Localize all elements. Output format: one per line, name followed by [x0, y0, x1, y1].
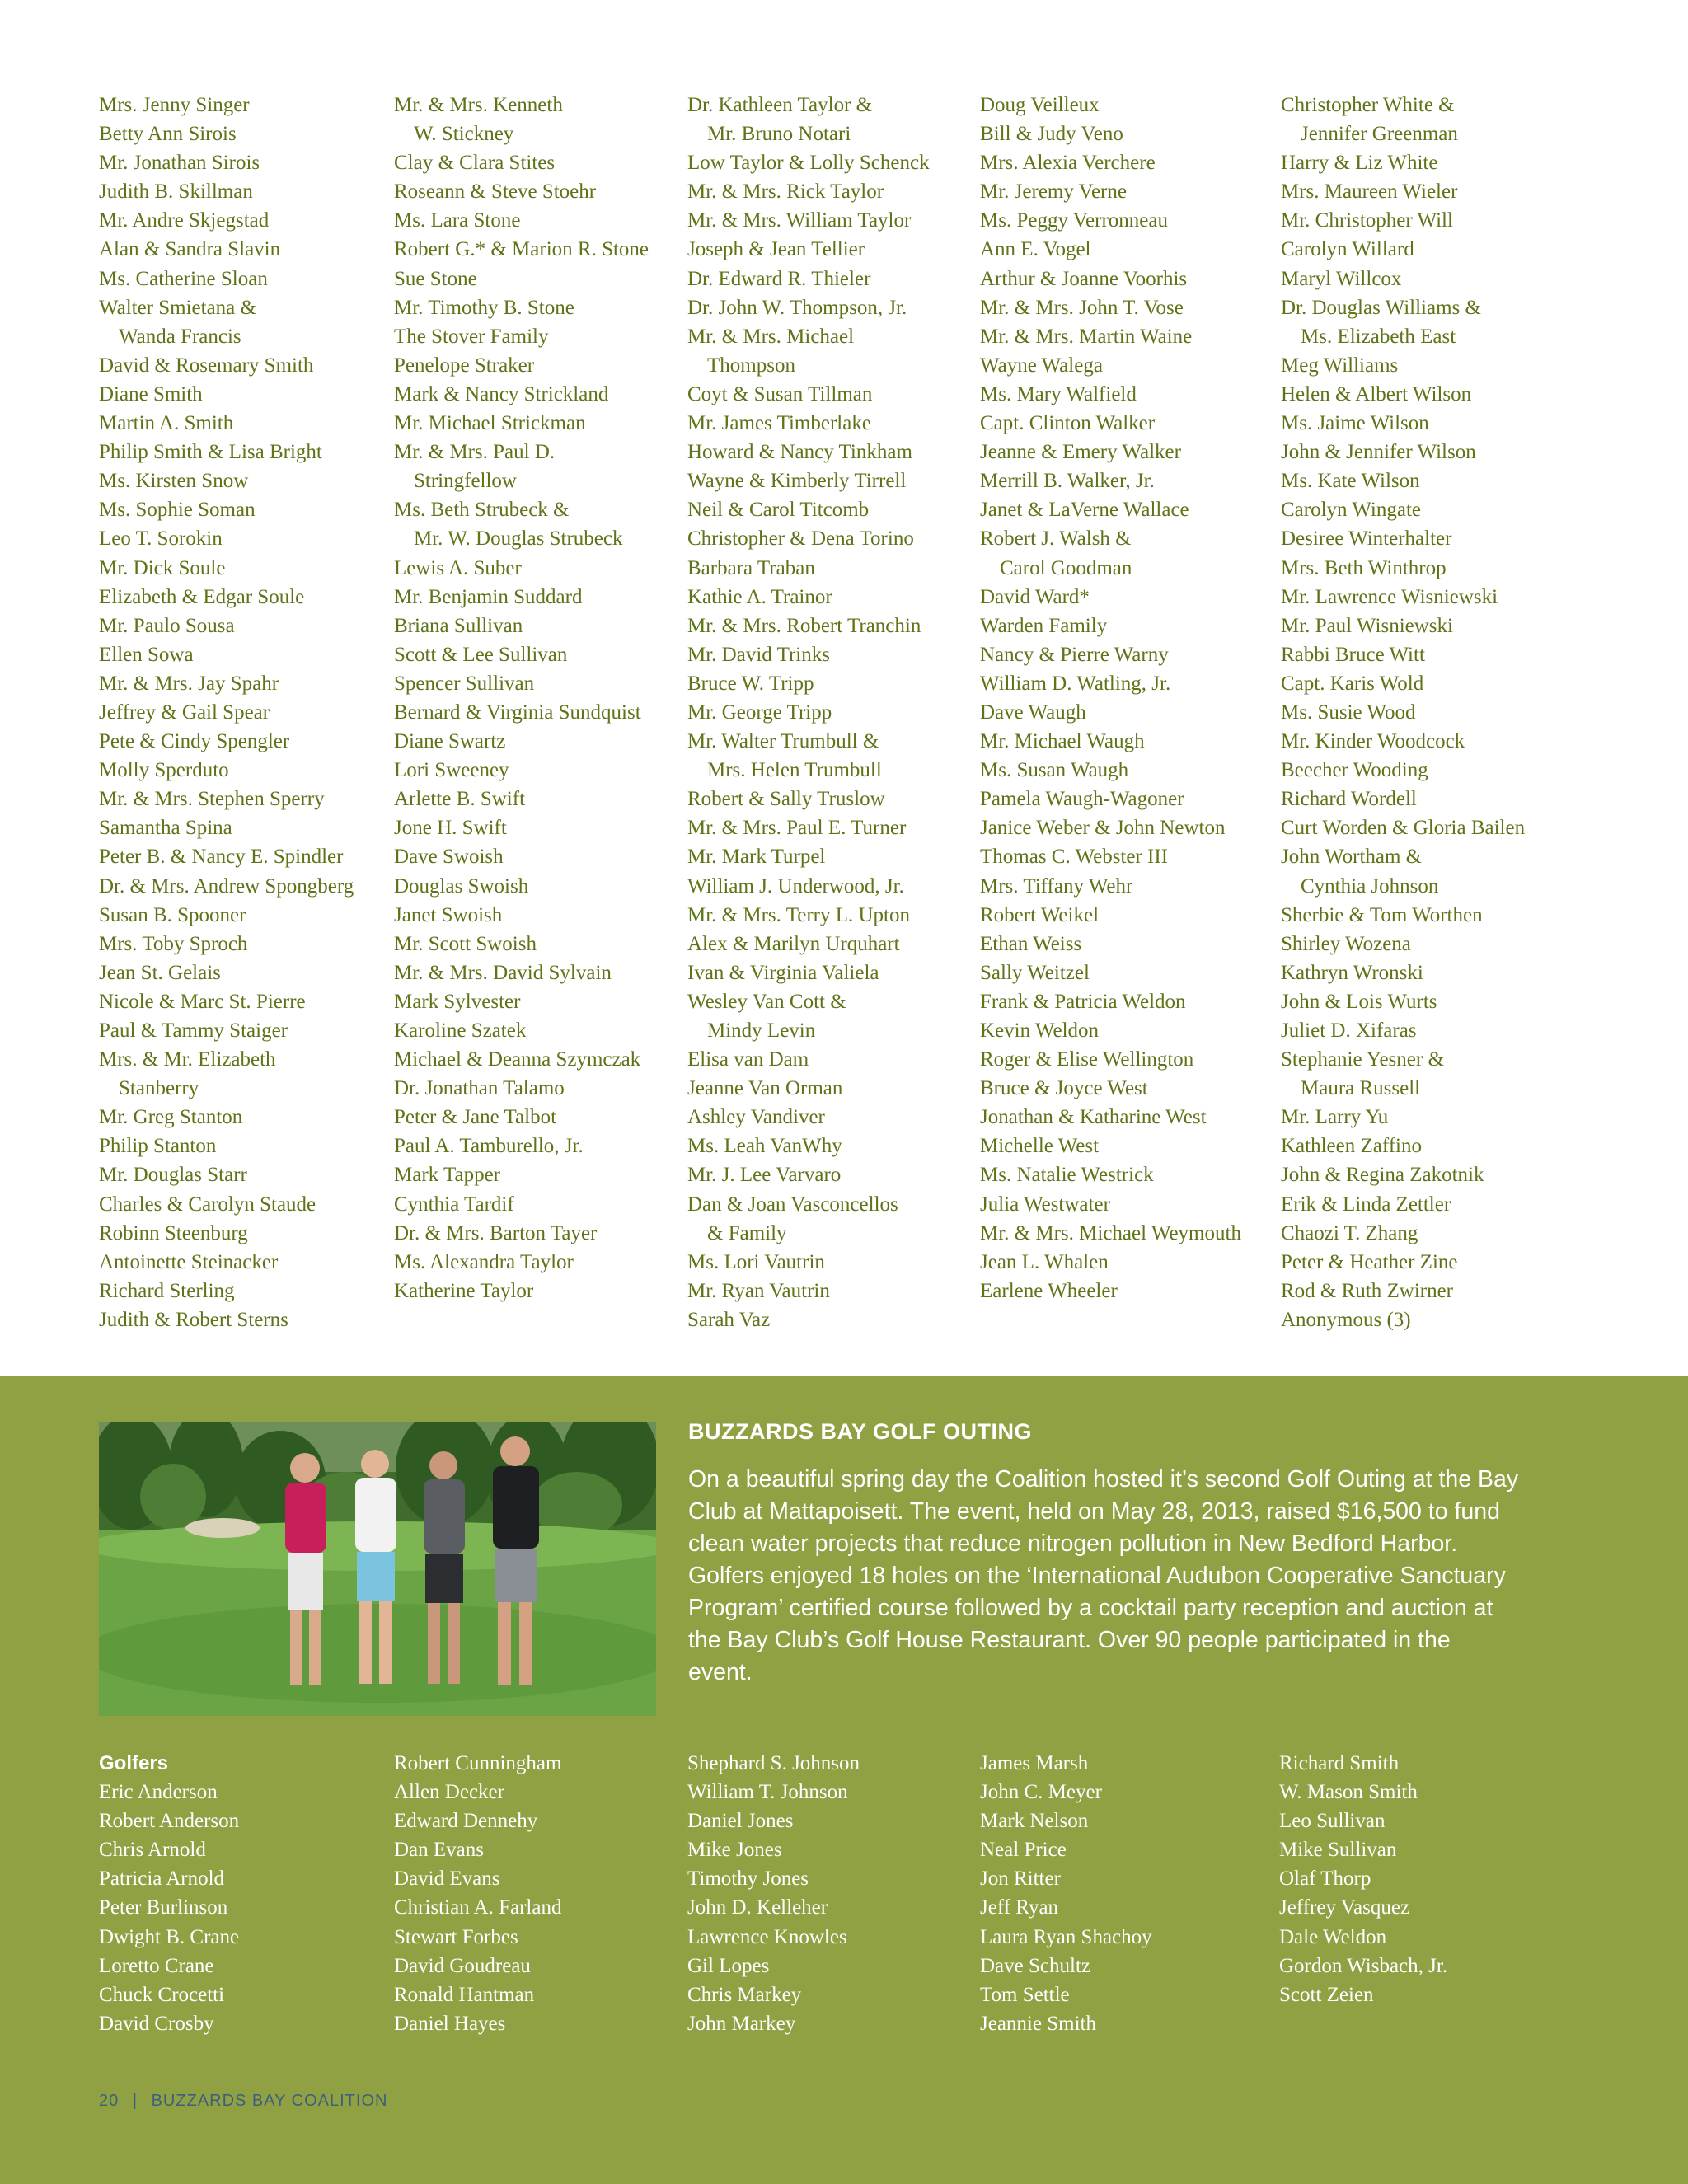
donor-name: Ann E. Vogel — [980, 238, 1091, 261]
donor-name: Carolyn Wingate — [1281, 499, 1422, 522]
donor-name: Mr. Ryan Vautrin — [687, 1279, 830, 1302]
donor-name: Mr. Paulo Sousa — [99, 614, 235, 637]
page-number: 20 — [99, 2092, 120, 2110]
donor-name: David Ward* — [980, 585, 1090, 608]
donor-name: Ms. Beth Strubeck & — [394, 499, 570, 522]
golfer-name: Eric Anderson — [99, 1781, 218, 1804]
donor-name: Charles & Carolyn Staude — [99, 1193, 316, 1216]
donor-name: Jeanne Van Orman — [687, 1077, 843, 1100]
golfers-column-5 — [1279, 1749, 1447, 2009]
donor-name: Mr. Lawrence Wisniewski — [1281, 585, 1498, 608]
donor-name-continued: Mr. W. Douglas Strubeck — [414, 527, 623, 551]
donor-name-continued: Mr. Bruno Notari — [707, 123, 851, 146]
donor-name: Ethan Weiss — [980, 932, 1082, 955]
donor-name-continued: & Family — [707, 1221, 787, 1244]
donor-name: Philip Stanton — [99, 1135, 217, 1158]
donor-name-continued: Mindy Levin — [707, 1019, 816, 1042]
golfers-column-2 — [394, 1749, 561, 2038]
donor-list — [0, 91, 1688, 1343]
donor-name: Jean St. Gelais — [99, 961, 221, 984]
golfer-name: Dan Evans — [394, 1839, 484, 1862]
donor-name: Elizabeth & Edgar Soule — [99, 585, 305, 608]
donor-name: Kathie A. Trainor — [687, 585, 832, 608]
donor-name: Antoinette Steinacker — [99, 1250, 279, 1273]
donor-name-continued: Carol Goodman — [1000, 556, 1132, 579]
donor-name: Howard & Nancy Tinkham — [687, 441, 912, 464]
donor-name: Dave Swoish — [394, 846, 504, 869]
donor-name-continued: Ms. Elizabeth East — [1301, 325, 1456, 348]
golfer-name: Stewart Forbes — [394, 1925, 518, 1948]
donor-name: Stephanie Yesner & — [1281, 1048, 1444, 1071]
donor-name: Mr. Benjamin Suddard — [394, 585, 583, 608]
donor-name: Jone H. Swift — [394, 817, 507, 840]
donor-column-4 — [980, 91, 1241, 1305]
donor-name: Mr. Timothy B. Stone — [394, 296, 574, 319]
donor-name: Scott & Lee Sullivan — [394, 643, 568, 666]
donor-column-2 — [394, 91, 649, 1305]
donor-name: Clay & Clara Stites — [394, 152, 556, 175]
donor-name: Christopher White & — [1281, 94, 1455, 116]
donor-name: Mr. & Mrs. John T. Vose — [980, 296, 1184, 319]
golfer-name: Gordon Wisbach, Jr. — [1279, 1954, 1448, 1977]
donor-name: Mrs. Tiffany Wehr — [980, 874, 1133, 898]
donor-name: Mr. & Mrs. Terry L. Upton — [687, 903, 910, 926]
donor-name: Kathryn Wronski — [1281, 961, 1423, 984]
donor-name: Bruce W. Tripp — [687, 672, 814, 695]
donor-name: Peter & Jane Talbot — [394, 1106, 557, 1129]
donor-name: Mr. David Trinks — [687, 643, 830, 666]
golfer-name: Mark Nelson — [980, 1810, 1089, 1833]
donor-name: Leo T. Sorokin — [99, 527, 223, 551]
donor-name: Janet & LaVerne Wallace — [980, 499, 1189, 522]
donor-name: Katherine Taylor — [394, 1279, 534, 1302]
donor-name-continued: W. Stickney — [414, 123, 514, 146]
donor-name: Sarah Vaz — [687, 1308, 771, 1331]
donor-name: Sue Stone — [394, 267, 477, 290]
donor-name: Dr. Edward R. Thieler — [687, 267, 871, 290]
donor-name: Diane Smith — [99, 382, 203, 405]
donor-name: Ms. Natalie Westrick — [980, 1164, 1154, 1187]
donor-name: Alan & Sandra Slavin — [99, 238, 281, 261]
donor-name: Mark Sylvester — [394, 990, 521, 1013]
donor-name: Richard Wordell — [1281, 788, 1417, 811]
golfer-name: W. Mason Smith — [1279, 1781, 1418, 1804]
donor-name: Mr. & Mrs. Paul E. Turner — [687, 817, 907, 840]
donor-name: Peter & Heather Zine — [1281, 1250, 1458, 1273]
donor-name: Dr. & Mrs. Barton Tayer — [394, 1221, 598, 1244]
donor-name: Beecher Wooding — [1281, 759, 1428, 782]
donor-name: John Wortham & — [1281, 846, 1423, 869]
donor-name: Capt. Karis Wold — [1281, 672, 1424, 695]
golfer-name: Jon Ritter — [980, 1868, 1061, 1891]
donor-name: Mr. & Mrs. Jay Spahr — [99, 672, 279, 695]
golfer-name: Dale Weldon — [1279, 1925, 1387, 1948]
golf-outing-body: On a beautiful spring day the Coalition hosted it’s second Golf Outing at the Bay Club at Mattapoisett. The event, held on May 28, 2013, raised $16,500 to fund clean water projects that reduce nitrogen pollution in New Bedford Harbor. Golfers enjoyed 18 holes on the ‘International Audubon Cooperative Sanctuary Program’ certified course followed by a cocktail party reception and auction at the Bay Club’s Golf House Restaurant. Over 90 people participated in the event. — [688, 1466, 1519, 1685]
golfer-name: Laura Ryan Shachoy — [980, 1925, 1152, 1948]
donor-name: Ms. Lori Vautrin — [687, 1250, 825, 1273]
donor-name: Mr. Greg Stanton — [99, 1106, 243, 1129]
donor-name: Mr. Walter Trumbull & — [687, 730, 879, 753]
donor-name: Penelope Straker — [394, 354, 535, 377]
golfer-name: Daniel Hayes — [394, 2012, 506, 2035]
donor-name: Mr. Jeremy Verne — [980, 180, 1127, 204]
donor-name: Curt Worden & Gloria Bailen — [1281, 817, 1526, 840]
donor-name: Mr. James Timberlake — [687, 412, 871, 435]
golfer-name: Chris Arnold — [99, 1839, 206, 1862]
donor-name: Mr. & Mrs. Michael — [687, 325, 855, 348]
donor-name: Rod & Ruth Zwirner — [1281, 1279, 1454, 1302]
donor-name-continued: Mrs. Helen Trumbull — [707, 759, 882, 782]
donor-name: Low Taylor & Lolly Schenck — [687, 152, 930, 175]
golfer-name: Chris Markey — [687, 1983, 802, 2006]
donor-name: William J. Underwood, Jr. — [687, 874, 904, 898]
donor-name: Ivan & Virginia Valiela — [687, 961, 879, 984]
donor-name: Dan & Joan Vasconcellos — [687, 1193, 898, 1216]
golfer-name: Ronald Hantman — [394, 1983, 535, 2006]
donor-name: Robert Weikel — [980, 903, 1100, 926]
donor-name: Martin A. Smith — [99, 412, 234, 435]
golfer-name: Peter Burlinson — [99, 1896, 228, 1919]
donor-name: Robert G.* & Marion R. Stone — [394, 238, 649, 261]
donor-name: Philip Smith & Lisa Bright — [99, 441, 322, 464]
donor-name: Sherbie & Tom Worthen — [1281, 903, 1483, 926]
golfer-name: Dave Schultz — [980, 1954, 1090, 1977]
donor-name: Molly Sperduto — [99, 759, 229, 782]
donor-name-continued: Maura Russell — [1301, 1077, 1421, 1100]
donor-name: Jeffrey & Gail Spear — [99, 701, 270, 724]
donor-name: William D. Watling, Jr. — [980, 672, 1171, 695]
donor-name: Ms. Leah VanWhy — [687, 1135, 842, 1158]
donor-name: Peter B. & Nancy E. Spindler — [99, 846, 344, 869]
donor-name: Pamela Waugh-Wagoner — [980, 788, 1184, 811]
donor-name: Mr. Mark Turpel — [687, 846, 826, 869]
golfers-list — [0, 1749, 1688, 2062]
donor-name: Ms. Alexandra Taylor — [394, 1250, 574, 1273]
donor-name: Ms. Susie Wood — [1281, 701, 1416, 724]
golfer-name: Shephard S. Johnson — [687, 1752, 860, 1774]
donor-name: Bruce & Joyce West — [980, 1077, 1148, 1100]
donor-name: Mr. Michael Strickman — [394, 412, 586, 435]
donor-name: Alex & Marilyn Urquhart — [687, 932, 900, 955]
donor-name-continued: Wanda Francis — [119, 325, 241, 348]
donor-name: Ellen Sowa — [99, 643, 194, 666]
donor-name: Mr. & Mrs. Michael Weymouth — [980, 1221, 1241, 1244]
donor-name: Dave Waugh — [980, 701, 1086, 724]
donor-name: Dr. Kathleen Taylor & — [687, 94, 873, 116]
golfer-name: Chuck Crocetti — [99, 1983, 225, 2006]
donor-name: John & Regina Zakotnik — [1281, 1164, 1484, 1187]
donor-name: Michelle West — [980, 1135, 1100, 1158]
donor-name: Mrs. & Mr. Elizabeth — [99, 1048, 276, 1071]
golfer-name: Jeffrey Vasquez — [1279, 1896, 1410, 1919]
donor-name: Juliet D. Xifaras — [1281, 1019, 1417, 1042]
donor-name: Mr. & Mrs. David Sylvain — [394, 961, 612, 984]
donor-name: Ms. Jaime Wilson — [1281, 412, 1429, 435]
golf-outing-article — [688, 1418, 1595, 1689]
donor-name: Rabbi Bruce Witt — [1281, 643, 1425, 666]
donor-name: Ms. Sophie Soman — [99, 499, 256, 522]
donor-name: Mrs. Alexia Verchere — [980, 152, 1156, 175]
donor-name: Warden Family — [980, 614, 1108, 637]
donor-name: Susan B. Spooner — [99, 903, 246, 926]
donor-name: Cynthia Tardif — [394, 1193, 514, 1216]
golfer-name: Leo Sullivan — [1279, 1810, 1386, 1833]
donor-name: The Stover Family — [394, 325, 549, 348]
donor-name: Barbara Traban — [687, 556, 815, 579]
donor-name: Douglas Swoish — [394, 874, 529, 898]
golfer-name: David Evans — [394, 1868, 500, 1891]
donor-name: Harry & Liz White — [1281, 152, 1438, 175]
donor-column-3 — [687, 91, 930, 1334]
donor-name: Ashley Vandiver — [687, 1106, 825, 1129]
donor-name: Ms. Susan Waugh — [980, 759, 1129, 782]
donor-column-5 — [1281, 91, 1525, 1334]
donor-name: Ms. Mary Walfield — [980, 382, 1137, 405]
golfer-name: Robert Cunningham — [394, 1752, 562, 1774]
donor-name: Walter Smietana & — [99, 296, 256, 319]
golfer-name: Richard Smith — [1279, 1752, 1400, 1774]
golfer-name: Gil Lopes — [687, 1954, 770, 1977]
donor-name-continued: Thompson — [707, 354, 795, 377]
donor-name: Sally Weitzel — [980, 961, 1090, 984]
donor-name: Meg Williams — [1281, 354, 1399, 377]
donor-name-continued: Stanberry — [119, 1077, 199, 1100]
donor-name: Mrs. Toby Sproch — [99, 932, 248, 955]
donor-name: Karoline Szatek — [394, 1019, 527, 1042]
golfer-name: Christian A. Farland — [394, 1896, 562, 1919]
donor-name: Dr. Jonathan Talamo — [394, 1077, 565, 1100]
donor-name: Lori Sweeney — [394, 759, 509, 782]
donor-name: Mr. & Mrs. Rick Taylor — [687, 180, 884, 204]
donor-name: Robert J. Walsh & — [980, 527, 1132, 551]
donor-name: Spencer Sullivan — [394, 672, 535, 695]
golfers-column-4 — [980, 1749, 1152, 2038]
donor-name: Ms. Lara Stone — [394, 209, 521, 232]
donor-name: Kevin Weldon — [980, 1019, 1100, 1042]
donor-name: Robert & Sally Truslow — [687, 788, 885, 811]
donor-name: Thomas C. Webster III — [980, 846, 1169, 869]
donor-name: Mr. & Mrs. Kenneth — [394, 94, 563, 116]
donor-name: Mr. Christopher Will — [1281, 209, 1453, 232]
donor-name: Dr. John W. Thompson, Jr. — [687, 296, 907, 319]
donor-name: Coyt & Susan Tillman — [687, 382, 873, 405]
donor-name: Maryl Willcox — [1281, 267, 1402, 290]
donor-name: Mr. Dick Soule — [99, 556, 226, 579]
donor-name: Briana Sullivan — [394, 614, 523, 637]
donor-name: Diane Swartz — [394, 730, 506, 753]
donor-name: Julia Westwater — [980, 1193, 1110, 1216]
donor-name: Wayne & Kimberly Tirrell — [687, 470, 907, 493]
donor-name: Joseph & Jean Tellier — [687, 238, 865, 261]
golfer-name: James Marsh — [980, 1752, 1089, 1774]
golf-outing-section — [0, 1376, 1688, 2184]
donor-name: Carolyn Willard — [1281, 238, 1414, 261]
donor-name: Ms. Catherine Sloan — [99, 267, 268, 290]
donor-name: Bill & Judy Veno — [980, 123, 1123, 146]
donor-name: Erik & Linda Zettler — [1281, 1193, 1451, 1216]
donor-name: Mrs. Maureen Wieler — [1281, 180, 1458, 204]
donor-name: Betty Ann Sirois — [99, 123, 237, 146]
donor-name: Mr. & Mrs. Robert Tranchin — [687, 614, 921, 637]
donor-name: Ms. Kirsten Snow — [99, 470, 249, 493]
donor-name: Mr. & Mrs. Martin Waine — [980, 325, 1193, 348]
donor-name: Arthur & Joanne Voorhis — [980, 267, 1188, 290]
donor-name: John & Lois Wurts — [1281, 990, 1437, 1013]
donor-name: David & Rosemary Smith — [99, 354, 314, 377]
footer-separator: | — [132, 2092, 138, 2110]
donor-name: Ms. Kate Wilson — [1281, 470, 1420, 493]
donor-name: Michael & Deanna Szymczak — [394, 1048, 641, 1071]
donor-name: Neil & Carol Titcomb — [687, 499, 870, 522]
donor-name: Mr. Jonathan Sirois — [99, 152, 260, 175]
donor-name: Dr. & Mrs. Andrew Spongberg — [99, 874, 354, 898]
donor-name: Richard Sterling — [99, 1279, 235, 1302]
golfer-name: John D. Kelleher — [687, 1896, 828, 1919]
donor-name: Jean L. Whalen — [980, 1250, 1109, 1273]
golfer-name: Timothy Jones — [687, 1868, 809, 1891]
donor-name: Paul & Tammy Staiger — [99, 1019, 288, 1042]
donor-name: John & Jennifer Wilson — [1281, 441, 1476, 464]
donor-name: Arlette B. Swift — [394, 788, 526, 811]
golfer-name: Tom Settle — [980, 1983, 1070, 2006]
donor-name: Nancy & Pierre Warny — [980, 643, 1169, 666]
donor-name: Jeanne & Emery Walker — [980, 441, 1181, 464]
donor-name: Mr. J. Lee Varvaro — [687, 1164, 842, 1187]
donor-name: Earlene Wheeler — [980, 1279, 1118, 1302]
donor-name: Mr. Scott Swoish — [394, 932, 537, 955]
donor-name: Samantha Spina — [99, 817, 232, 840]
publication-name: BUZZARDS BAY COALITION — [151, 2092, 388, 2110]
golfer-name: David Goudreau — [394, 1954, 531, 1977]
donor-column-1 — [99, 91, 354, 1334]
donor-name: Roger & Elise Wellington — [980, 1048, 1194, 1071]
golfer-name: Lawrence Knowles — [687, 1925, 847, 1948]
donor-name: Shirley Wozena — [1281, 932, 1411, 955]
donor-name: Capt. Clinton Walker — [980, 412, 1156, 435]
donor-name: Frank & Patricia Weldon — [980, 990, 1186, 1013]
donor-name: Mark Tapper — [394, 1164, 500, 1187]
donor-name: Mrs. Jenny Singer — [99, 94, 250, 116]
donor-name: Mr. Douglas Starr — [99, 1164, 247, 1187]
golfer-name: Loretto Crane — [99, 1954, 214, 1977]
golfer-name: John Markey — [687, 2012, 796, 2035]
donor-name: Helen & Albert Wilson — [1281, 382, 1472, 405]
donor-name: Bernard & Virginia Sundquist — [394, 701, 641, 724]
donor-name-continued: Cynthia Johnson — [1301, 874, 1439, 898]
golfer-name: Neal Price — [980, 1839, 1067, 1862]
donor-name-continued: Stringfellow — [414, 470, 517, 493]
donor-name: Mr. & Mrs. William Taylor — [687, 209, 912, 232]
golfer-name: Edward Dennehy — [394, 1810, 538, 1833]
golfer-name: John C. Meyer — [980, 1781, 1102, 1804]
donor-name: Mark & Nancy Strickland — [394, 382, 609, 405]
golfer-name: Mike Jones — [687, 1839, 782, 1862]
donor-name: Desiree Winterhalter — [1281, 527, 1452, 551]
donor-name: Wesley Van Cott & — [687, 990, 846, 1013]
donor-name: Mr. George Tripp — [687, 701, 832, 724]
donor-name: Nicole & Marc St. Pierre — [99, 990, 306, 1013]
donor-name: Mr. Larry Yu — [1281, 1106, 1389, 1129]
donor-name: Kathleen Zaffino — [1281, 1135, 1422, 1158]
donor-name: Mr. & Mrs. Paul D. — [394, 441, 556, 464]
donor-name: Dr. Douglas Williams & — [1281, 296, 1481, 319]
donor-name: Judith & Robert Sterns — [99, 1308, 288, 1331]
golfers-photo — [99, 1422, 656, 1716]
donor-name: Judith B. Skillman — [99, 180, 253, 204]
donor-name: Merrill B. Walker, Jr. — [980, 470, 1155, 493]
golfer-name: Dwight B. Crane — [99, 1925, 240, 1948]
donor-name: Elisa van Dam — [687, 1048, 809, 1071]
donor-name: Janice Weber & John Newton — [980, 817, 1226, 840]
donor-name: Robinn Steenburg — [99, 1221, 248, 1244]
golfer-name: Robert Anderson — [99, 1810, 240, 1833]
page-footer — [99, 2092, 387, 2111]
golfer-name: Mike Sullivan — [1279, 1839, 1397, 1862]
donor-name: Pete & Cindy Spengler — [99, 730, 290, 753]
donor-name: Mr. Paul Wisniewski — [1281, 614, 1453, 637]
golfer-name: Allen Decker — [394, 1781, 504, 1804]
golfer-name: Scott Zeien — [1279, 1983, 1374, 2006]
golfers-column-3 — [687, 1749, 860, 2038]
golfer-name: William T. Johnson — [687, 1781, 848, 1804]
golfer-name: Jeannie Smith — [980, 2012, 1096, 2035]
golfer-name: Olaf Thorp — [1279, 1868, 1372, 1891]
donor-name: Mrs. Beth Winthrop — [1281, 556, 1447, 579]
golfer-name: Jeff Ryan — [980, 1896, 1059, 1919]
donor-name: Jonathan & Katharine West — [980, 1106, 1207, 1129]
donor-name: Lewis A. Suber — [394, 556, 522, 579]
golfers-column-1 — [99, 1749, 239, 2038]
golfer-name: David Crosby — [99, 2012, 214, 2035]
golf-outing-title: BUZZARDS BAY GOLF OUTING — [688, 1419, 1033, 1444]
golfers-heading: Golfers — [99, 1752, 169, 1774]
donor-name: Mr. & Mrs. Stephen Sperry — [99, 788, 325, 811]
donor-name: Wayne Walega — [980, 354, 1103, 377]
donor-name: Janet Swoish — [394, 903, 503, 926]
golfer-name: Patricia Arnold — [99, 1868, 225, 1891]
donor-name: Mr. Kinder Woodcock — [1281, 730, 1465, 753]
donor-name: Doug Veilleux — [980, 94, 1100, 116]
donor-name: Mr. Michael Waugh — [980, 730, 1145, 753]
donor-name: Paul A. Tamburello, Jr. — [394, 1135, 584, 1158]
donor-name: Roseann & Steve Stoehr — [394, 180, 597, 204]
golfer-name: Daniel Jones — [687, 1810, 794, 1833]
donor-name: Mr. Andre Skjegstad — [99, 209, 270, 232]
donor-name-continued: Jennifer Greenman — [1301, 123, 1458, 146]
donor-name: Chaozi T. Zhang — [1281, 1221, 1418, 1244]
donor-name: Christopher & Dena Torino — [687, 527, 914, 551]
donor-name: Anonymous (3) — [1281, 1308, 1411, 1331]
donor-name: Ms. Peggy Verronneau — [980, 209, 1168, 232]
